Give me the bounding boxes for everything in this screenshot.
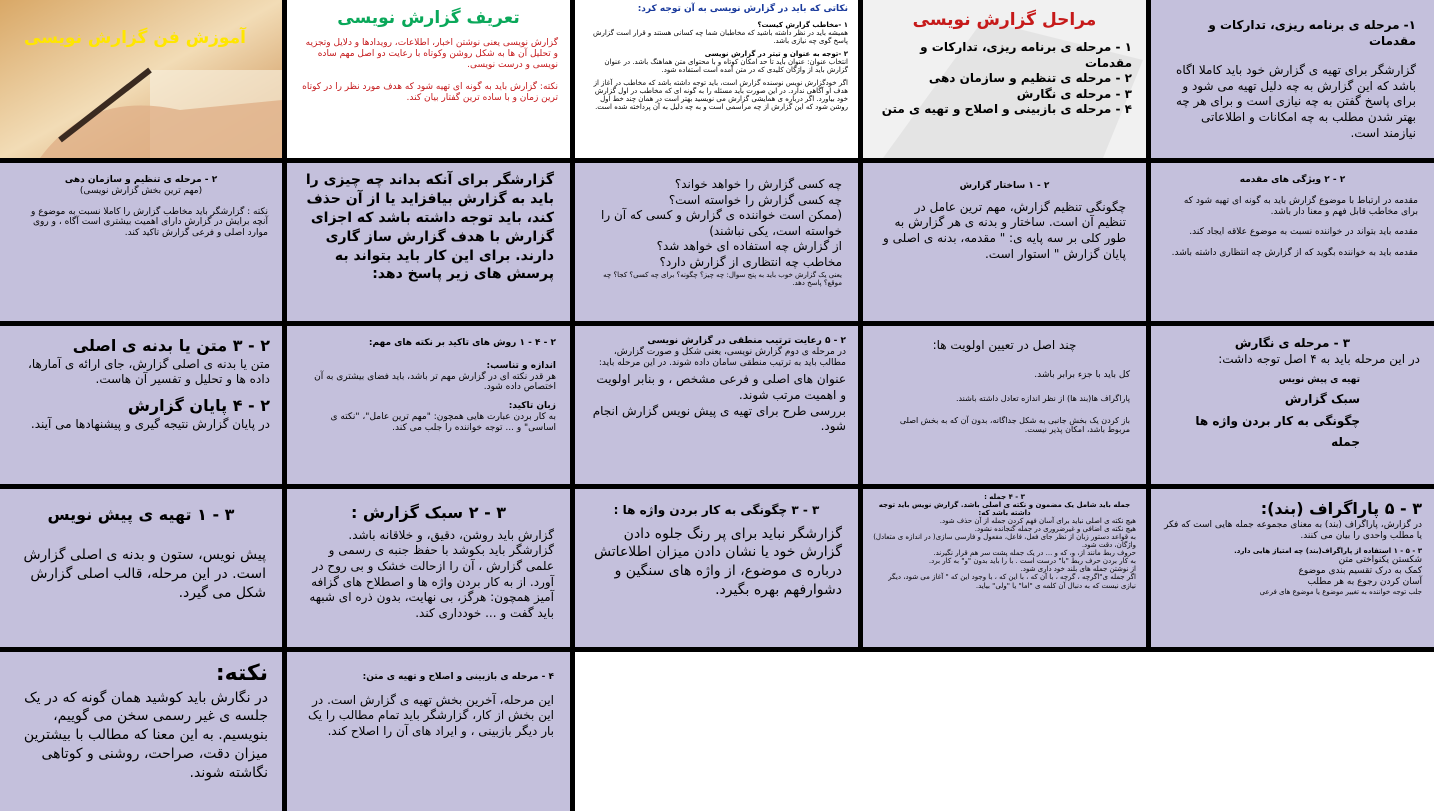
slide-text: نکته: گزارش باید به گونه ای تهیه شود که هدف مورد نظر را در کوتاه ترین زمان و با ساده ترین گفتار بیان کند. — [302, 82, 558, 104]
slide-list-item: سبک گزارش — [1284, 391, 1360, 406]
slide-3[interactable] — [575, 0, 858, 158]
slide-text: در نگارش باید کوشید همان گونه که در یک جلسه ی غیر رسمی سخن می گوییم، بنویسیم. به این معنا که مطالب با بیشترین میزان دقت، صراحت، روشنی و کوتاهی نگاشته شوند. — [23, 689, 268, 782]
slide-list-item: ۱ - مرحله ی برنامه ریزی، تدارکات و مقدمات — [920, 40, 1132, 70]
slide-title: ۱- مرحله ی برنامه ریزی، تدارکات و مقدمات — [1208, 18, 1416, 48]
slide-text: پیش نویس، ستون و بدنه ی اصلی گزارش است. در این مرحله، قالب اصلی گزارش شکل می گیرد. — [23, 546, 266, 601]
slide-text: گزارشگر برای آنکه بداند چه چیزی را باید به گزارش بیافزاید یا از آن حذف کند، باید توجه داشته باشد که اجزای گزارش با هدف گزارش ساز گاری دارند. برای این کار باید بتواند به پرسش های زیر پاسخ دهد: — [305, 172, 554, 283]
slide-text: مقدمه باید به خواننده بگوید که از گزارش چه انتظاری داشته باشد. — [1171, 248, 1418, 259]
slide-20[interactable] — [1151, 489, 1434, 647]
slide-text: در گزارش، پاراگراف (بند) به معنای مجموعه جمله هایی است که فکر یا مطلب واحدی را بیان می کنند. — [1164, 519, 1422, 541]
slide-15[interactable] — [1151, 326, 1434, 484]
slide-question: چه کسی گزارش را خواهد خواند؟ — [674, 177, 842, 191]
slide-title: آموزش فن گزارش نویسی — [24, 28, 246, 48]
slide-list-item: کمک به درک تقسیم بندی موضوع — [1298, 566, 1422, 577]
slide-title: ۳ - ۴ جمله : — [984, 493, 1025, 501]
slide-title: ۳ - ۳ چگونگی به کار بردن واژه ها : — [613, 503, 820, 517]
slide-title: ۳ - مرحله ی نگارش — [1234, 336, 1351, 350]
slide-7[interactable] — [287, 163, 570, 321]
slide-list-item: ۴ - مرحله ی بازبینی و اصلاح و تهیه ی متن — [881, 102, 1132, 117]
slide-heading: زبان تاکید: — [508, 401, 556, 412]
slide-list-item: شکستن یکنواختی متن — [1338, 555, 1422, 566]
slide-title: ۳ - ۲ سبک گزارش : — [350, 503, 507, 522]
slide-text: هر قدر نکته ای در گزارش مهم تر باشد، باید فضای بیشتری به آن اختصاص داده شود. — [314, 371, 556, 393]
slide-text: در مرحله ی دوم گزارش نویسی، یعنی شکل و صورت گزارش، مطالب باید به ترتیب منطقی سامان داده شوند. در این مرحله باید: — [598, 346, 846, 368]
slide-subtitle: جمله باید شامل یک مضمون و نکته ی اصلی باشد. گزارش نویس باید توجه داشته باشد که: — [878, 501, 1131, 518]
slide-title: ۲ - ۵ رعایت ترتیب منطقی در گزارش نویسی — [647, 336, 846, 346]
slide-heading: اندازه و تناسب: — [486, 360, 556, 371]
slide-title: ۳ - ۱ تهیه ی پیش نویس — [47, 505, 235, 524]
slide-18[interactable] — [575, 489, 858, 647]
slide-22[interactable] — [287, 652, 570, 811]
slide-16[interactable] — [0, 489, 282, 647]
slide-text: این مرحله، آخرین بخش تهیه ی گزارش است. در این بخش از کار، گزارشگر باید تمام مطالب را یک بار دیگر بازبینی ، و ایراد های آن را اصلاح کند. — [307, 692, 554, 738]
slide-text: ۱ -مخاطب گزارش کیست؟ — [757, 20, 848, 29]
slide-text: اگر خودگزارش نویس نوسنده گزارش است، باید توجه داشته باشد که مخاطب در آغاز از هدف او آگاهی ندارد. در این صورت باید مسئله را به گونه ای که مخاطب در اول گزارش خود بیاورد. اگر درباره ی همایشی گزارش می نویسید بهتر است در همان چند خط اول روشن شود که این گزارش از چه مراسمی است و به چه دلیل به آن پرداخته شده است. — [593, 79, 848, 112]
slide-8[interactable] — [575, 163, 858, 321]
slide-4[interactable] — [863, 0, 1146, 158]
slide-list-item: عنوان های اصلی و فرعی مشخص ، و بنابر اولویت و اهمیت مرتب شوند. — [596, 372, 846, 402]
slide-list-item: کل باید با جزء برابر باشد. — [1034, 369, 1130, 380]
slide-list-item: اگر جمله ی"اگرچه ، گرچه ، با آن که ، با این که ، با وجود این که " آغاز می شود، دیگر نیازی نیست که به دنبال آن کلمه ی "اما" یا "ولی" بیاید. — [888, 573, 1136, 590]
slide-text: مقدمه در ارتباط با موضوع گزارش باید به گونه ای تهیه شود که برای مخاطب قابل فهم و معنا دار باشد. — [1183, 195, 1418, 217]
slide-text: ۲ -توجه به عنوان و تیتر در گزارش نویسی — [704, 49, 848, 58]
slide-heading: ۳ - ۵ - ۱ استفاده از پاراگراف(بند) چه امتیاز هایی دارد. — [1234, 547, 1422, 556]
slide-title: ۲ - ۴ - ۱ روش های تاکید بر نکته های مهم: — [368, 338, 556, 348]
slide-17[interactable] — [287, 489, 570, 647]
slide-title: ۲ - ۱ ساختار گزارش — [959, 181, 1050, 191]
slide-list-item: بررسی طرح برای تهیه ی پیش نویس گزارش انجام شود. — [592, 403, 846, 434]
slide-title: مراحل گزارش نویسی — [912, 10, 1097, 30]
slide-title: نکاتی که باید در گزارش نویسی به آن توجه کرد: — [637, 4, 848, 14]
slide-9[interactable] — [863, 163, 1146, 321]
slide-14[interactable] — [863, 326, 1146, 484]
slide-list-item: از نوشتن جمله های بلند خود داری شود. — [1020, 565, 1136, 574]
slide-text: متن یا بدنه ی اصلی گزارش، جای ارائه ی آمارها، داده ها و تحلیل و تفسیر آن هاست. — [28, 356, 270, 387]
slide-list-item: پاراگراف ها(بند ها) از نظر اندازه تعادل داشته باشند. — [955, 394, 1130, 404]
slide-1[interactable] — [0, 0, 282, 158]
slide-title: ۲ - مرحله ی تنظیم و سازمان دهی — [64, 175, 218, 185]
slide-list-item: باز کردن یک بخش جانبی به شکل جداگانه، بدون آن که به بخش اصلی مربوط باشد، امکان پذیر نیست. — [899, 415, 1130, 434]
slide-text: در پایان گزارش نتیجه گیری و پیشنهادها می آیند. — [30, 416, 270, 431]
slide-question: مخاطب چه انتظاری از گزارش دارد؟ — [659, 254, 842, 269]
slide-list-item: آسان کردن رجوع به هر مطلب — [1307, 577, 1422, 588]
slide-text: انتخاب عنوان: عنوان باید تا حد امکان کوتاه و با محتوای متن هماهنگ باشد. در عنوان گزارش باید از واژگان کلیدی که در متن آمده است استفاده شود. — [604, 57, 848, 75]
slide-5[interactable] — [1151, 0, 1434, 158]
slide-list-item: هیچ نکته ی اصلی نباید برای آسان فهم کردن جمله از آن حذف شود. — [939, 517, 1136, 526]
slide-question: از گزارش چه استفاده ای خواهد شد؟ — [656, 239, 842, 254]
slide-heading: ۲ - ۴ پایان گزارش — [127, 395, 270, 415]
slide-text: نکته : گزارشگر باید مخاطب گزارش را کاملا نسبت به موضوع و آنچه برایش در گزارش دارای اهمیت بیشتری است آگاه ، و روی موارد اصلی و فرعی گزارش تاکید کند. — [31, 206, 268, 239]
slide-6[interactable] — [0, 163, 282, 321]
slide-text: مقدمه باید بتواند در خواننده نسبت به موضوع علاقه ایجاد کند. — [1189, 227, 1418, 238]
slide-list-item: چگونگی به کار بردن واژه ها — [1195, 413, 1360, 428]
pen-writing-photo — [0, 0, 282, 158]
slide-heading: ۲ - ۳ متن یا بدنه ی اصلی — [72, 336, 270, 355]
slide-title: نکته: — [215, 661, 268, 686]
slide-list-item: به کار بردن حرف ربط "با" درست است . با را باید بدون "و" به کار برد. — [928, 557, 1136, 566]
slide-text: همیشه باید در نظر داشته باشید که مخاطبان شما چه کسانی هستند و قرار است گزارش پاسخ گوی چه نیازی باشد. — [592, 28, 848, 45]
slide-note: یعنی یک گزارش خوب باید به پنج سوال: چه چیز؟ چگونه؟ برای چه کسی؟ کجا؟ چه موقع؟ پاسخ دهد. — [603, 270, 842, 287]
slide-title: ۴ - مرحله ی بازبینی و اصلاح و تهیه ی متن: — [362, 672, 554, 682]
slide-list-item: به قواعد دستور زبان از نظر جای فعل، فاعل، مفعول و فارسی سازی( در اندازه ی متعادل) واژگان، دقت شود. — [873, 533, 1136, 550]
slide-text: چگونگی تنظیم گزارش، مهم ترین عامل در تنظیم آن است. ساختار و بدنه ی هر گزارش به طور کلی بر سه پایه ی: " مقدمه، بدنه ی اصلی و پایان گزارش " استوار است. — [883, 199, 1126, 261]
slide-11[interactable] — [0, 326, 282, 484]
slide-21[interactable] — [0, 652, 282, 811]
slide-list-item: ۳ - مرحله ی نگارش — [1016, 86, 1132, 101]
slide-subtitle: در این مرحله باید به ۴ اصل توجه داشت: — [1218, 351, 1420, 366]
slide-list-item: حروف ربط مانند از، و، که و ... در یک جمله پشت سر هم قرار نگیرند. — [933, 549, 1136, 558]
slide-list-item: تهیه ی پیش نویس — [1279, 375, 1360, 386]
slide-title: ۲ - ۲ ویژگی های مقدمه — [1239, 175, 1346, 185]
slide-text: گزارشگر نباید برای پر رنگ جلوه دادن گزارش خود یا نشان دادن میزان اطلاعاتش درباره ی موضوع، از واژه های سنگین و دشوارفهم بهره بگیرد. — [593, 525, 842, 599]
slide-text: به کار بردن عبارت هایی همچون: "مهم ترین عامل"، "نکته ی اساسی" و ... توجه خواننده را جلب می کند. — [330, 411, 556, 433]
slide-2[interactable] — [287, 0, 570, 158]
slide-title: ۳ - ۵ پاراگراف (بند): — [1260, 499, 1422, 518]
slide-subtitle: (مهم ترین بخش گزارش نویسی) — [79, 185, 203, 196]
slide-title: تعریف گزارش نویسی — [337, 8, 520, 28]
slide-13[interactable] — [575, 326, 858, 484]
slide-list-item: جمله — [1331, 435, 1360, 450]
slide-text: گزارش نویسی یعنی نوشتن اخبار، اطلاعات، رویدادها و دلایل وتجزیه و تحلیل آن ها به شکل روشن وکوتاه با رعایت دو اصل مهم ساده نویسی و درست نویسی. — [305, 38, 558, 70]
slide-list-item: ۲ - مرحله ی تنظیم و سازمان دهی — [928, 71, 1132, 86]
slide-12[interactable] — [287, 326, 570, 484]
slide-title: چند اصل در تعیین اولویت ها: — [932, 338, 1077, 352]
slide-text: گزارشگر برای تهیه ی گزارش خود باید کاملا اگاه باشد که این گزارش به چه دلیل تهیه می شود و برای پاسخ گفتن به چه نیازی است و برای هر چه بهتر شدن مطلب به چه امکانات و اطلاعاتی نیازمند است. — [1175, 63, 1416, 140]
slide-10[interactable] — [1151, 163, 1434, 321]
slide-list-item: هیچ نکته ی اضافی و غیرضروری در جمله گنجانده نشود. — [974, 525, 1136, 534]
slide-question: چه کسی گزارش را خواسته است؟ — [668, 192, 842, 207]
empty-area — [575, 652, 1434, 811]
slide-question: (ممکن است خواننده ی گزارش و کسی که آن را خواسته است، یکی نباشند) — [601, 208, 842, 238]
slide-19[interactable] — [863, 489, 1146, 647]
slide-text: گزارش باید روشن، دقیق، و خلاقانه باشد. گزارشگر باید بکوشد با حفظ جنبه ی رسمی و علمی گزارش ، آن را ازحالت خشک و بی روح در آورد. از به کار بردن واژه ها و اصطلاح های گزافه آمیز همچون: هرگز، بی نهایت، بدون ذره ای شبهه باید گفت و ... خودداری کند. — [309, 527, 554, 620]
slide-list-item: جلب توجه خواننده به تغییر موضوع یا موضوع های فرعی — [1259, 587, 1422, 596]
